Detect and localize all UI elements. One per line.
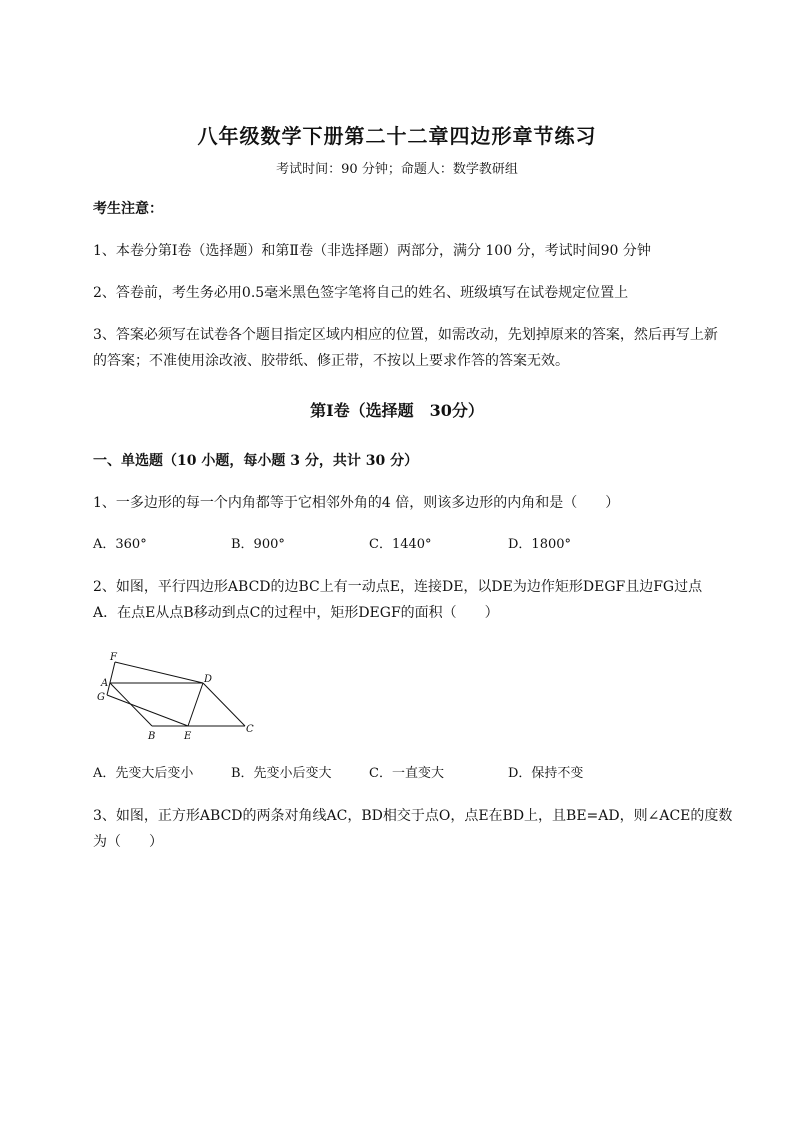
notice-item-3-line-2: 的答案；不准使用涂改液、胶带纸、修正带，不按以上要求作答的答案无效。 xyxy=(93,353,569,369)
notice-item-2: 2、答卷前，考生务必用0.5毫米黑色签字笔将自己的姓名、班级填写在试卷规定位置上 xyxy=(93,285,629,301)
segment-fd xyxy=(115,662,203,683)
notice-heading: 考生注意： xyxy=(93,201,163,217)
section-title: 第Ⅰ卷（选择题 30分） xyxy=(310,401,484,420)
q1-option-b: B．900° xyxy=(231,537,285,552)
label-c: C xyxy=(246,724,254,735)
question-3-line-2: 为（ ） xyxy=(93,834,163,850)
q1-option-a: A．360° xyxy=(93,537,147,552)
notice-item-3-line-1: 3、答案必须写在试卷各个题目指定区域内相应的位置，如需改动，先划掉原来的答案，然后再写上新 xyxy=(93,327,718,343)
question-1-text: 1、一多边形的每一个内角都等于它相邻外角的4 倍，则该多边形的内角和是（ ） xyxy=(93,495,620,511)
q2-option-a: A．先变大后变小 xyxy=(93,766,194,781)
q1-option-c: C．1440° xyxy=(369,537,432,552)
label-a: A xyxy=(101,678,109,689)
q2-option-c: C．一直变大 xyxy=(369,766,444,781)
section-subheading: 一、单选题（10 小题，每小题 3 分，共计 30 分） xyxy=(93,453,419,469)
question-2-line-2: A．在点E从点B移动到点C的过程中，矩形DEGF的面积（ ） xyxy=(93,605,499,621)
label-d: D xyxy=(204,674,213,685)
q2-option-b: B．先变小后变大 xyxy=(231,766,332,781)
segment-de xyxy=(188,683,203,726)
question-3-line-1: 3、如图，正方形ABCD的两条对角线AC，BD相交于点O，点E在BD上，且BE=AD，则∠ACE的度数 xyxy=(93,808,733,824)
notice-item-1: 1、本卷分第Ⅰ卷（选择题）和第Ⅱ卷（非选择题）两部分，满分 100 分，考试时间90 分钟 xyxy=(93,243,651,259)
question-2-line-1: 2、如图，平行四边形ABCD的边BC上有一动点E，连接DE，以DE为边作矩形DEGF且边FG过点 xyxy=(93,579,703,595)
q2-option-d: D．保持不变 xyxy=(508,766,584,781)
segment-dc xyxy=(203,683,245,726)
label-e: E xyxy=(184,731,192,742)
label-b: B xyxy=(148,731,156,742)
label-f: F xyxy=(110,652,117,663)
label-g: G xyxy=(97,692,105,703)
page-title: 八年级数学下册第二十二章四边形章节练习 xyxy=(197,124,597,148)
q1-option-d: D．1800° xyxy=(508,537,572,552)
exam-info: 考试时间：90 分钟；命题人：数学教研组 xyxy=(276,162,518,177)
parallelogram-rectangle-figure xyxy=(93,648,268,743)
